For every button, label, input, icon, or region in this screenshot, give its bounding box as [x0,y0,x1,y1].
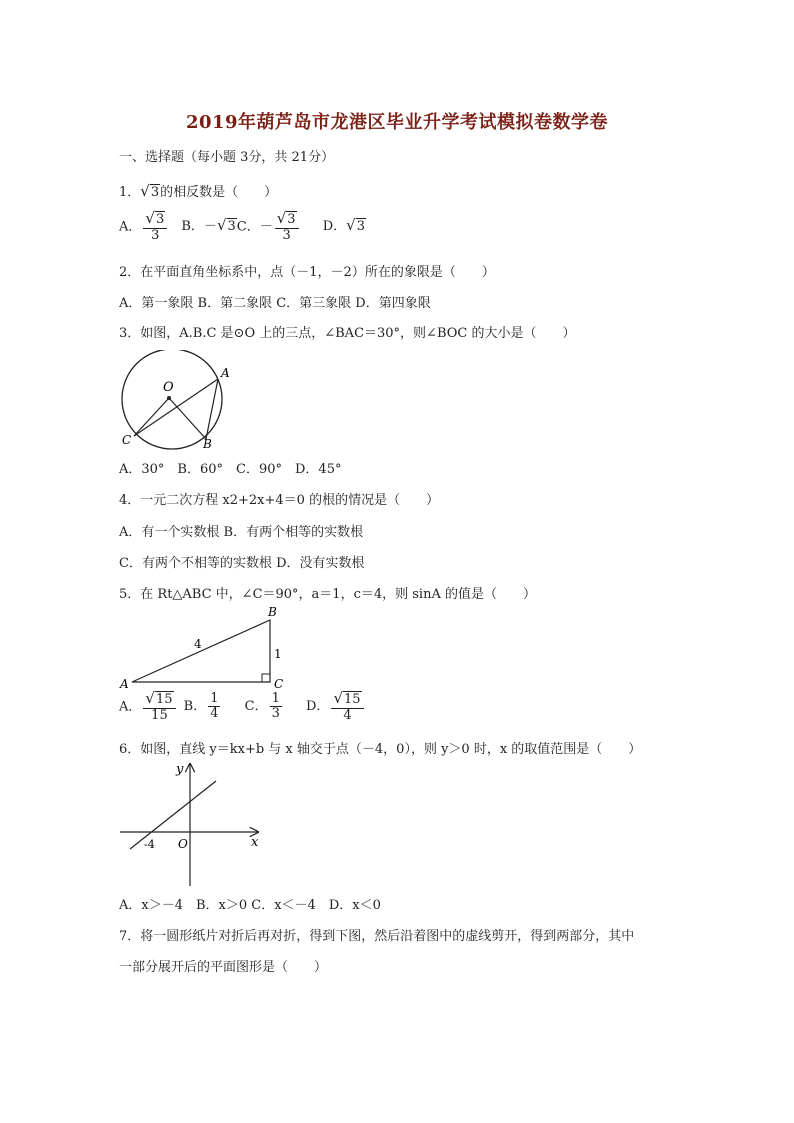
q1-option-d-label: D． [322,219,347,235]
label-leg: 1 [274,647,282,661]
q5-option-c-fraction: $\frac{1}{3}$ [271,690,280,722]
question-7-stem-2: 一部分展开后的平面图形是（ ） [119,960,328,975]
label-o: O [163,380,174,395]
label-y: y [176,762,184,777]
label-a: A [120,677,129,690]
question-1-options: A． $\frac{√3}{3}$ B．－√3C．－ $\frac{√3}{3}$ D．√3 [119,209,365,243]
page-title: 2019年葫芦岛市龙港区毕业升学考试模拟卷数学卷 [185,112,609,133]
triangle-abc [132,620,270,682]
question-5-options [119,690,366,724]
question-1-stem [119,181,277,200]
question-4-options-1: A．有一个实数根 B．有两个相等的实数根 [119,525,364,540]
question-6-stem: 6．如图，直线 y＝kx+b 与 x 轴交于点（－4，0），则 y＞0 时，x 的取值范围是（ ） [119,742,642,757]
question-3-stem: 3．如图，A.B.C 是⊙O 上的三点，∠BAC＝30°，则∠BOC 的大小是（ ） [119,326,576,341]
chord-ac [134,379,218,436]
function-line [130,781,216,849]
circle-figure [112,350,242,450]
label-a: A [221,366,230,380]
label-origin: O [178,837,188,851]
question-5-stem: 5．在 Rt△ABC 中，∠C＝90°，a＝1，c＝4，则 sinA 的值是（ ） [119,587,536,602]
q1-option-b-label: B．－ [181,219,217,235]
q5-option-d-label: D． [306,699,330,715]
q1-stem-text: 的相反数是（ ） [160,185,278,200]
label-x: x [251,835,259,850]
label-b: B [268,605,277,619]
question-3-options: A．30° B．60° C．90° D．45° [119,462,342,477]
line-graph-figure [112,758,272,890]
center-point [167,396,171,400]
q5-option-b-fraction: $\frac{1}{4}$ [210,690,219,722]
q5-option-c-label: C． [244,699,268,715]
q1-option-d-radicand: 3 [356,219,365,235]
q1-option-c-label: C．－ [236,219,273,235]
q1-option-c-fraction: $\frac{√3}{3}$ [275,210,299,244]
label-b: B [203,437,212,450]
q1-number: 1． [119,185,141,200]
label-hypotenuse: 4 [194,637,202,651]
q5-option-d-fraction: $\frac{√15}{4}$ [331,690,363,724]
question-2-stem: 2．在平面直角坐标系中，点（－1，－2）所在的象限是（ ） [119,265,495,280]
label-minus-4: -4 [144,838,155,851]
label-c: C [122,433,132,447]
q5-option-a-label: A． [119,699,142,715]
sqrt-symbol: √ [140,182,150,200]
radius-ob [169,398,206,439]
section-heading: 一、选择题（每小题 3分，共 21分） [119,150,335,165]
q1-option-a-label: A． [119,219,142,235]
radius-oc [134,398,169,436]
q1-radicand: 3 [150,185,160,200]
q1-option-b-radicand: 3 [227,219,236,235]
question-4-options-2: C．有两个不相等的实数根 D．没有实数根 [119,556,365,571]
q5-option-b-label: B． [183,699,207,715]
question-4-stem: 4．一元二次方程 x2+2x+4＝0 的根的情况是（ ） [119,493,440,508]
label-c: C [274,677,284,690]
q5-option-a-fraction: $\frac{√15}{15}$ [143,690,175,724]
q1-option-a-fraction: $\frac{√3}{3}$ [143,210,167,244]
question-7-stem-1: 7．将一圆形纸片对折后再对折，得到下图，然后沿着图中的虚线剪开，得到两部分，其中 [119,929,635,944]
question-2-options: A．第一象限 B．第二象限 C．第三象限 D．第四象限 [119,296,431,311]
question-6-options: A．x＞－4 B．x＞0 C．x＜－4 D．x＜0 [119,898,381,913]
triangle-figure [112,604,297,690]
right-angle-mark [262,674,270,682]
